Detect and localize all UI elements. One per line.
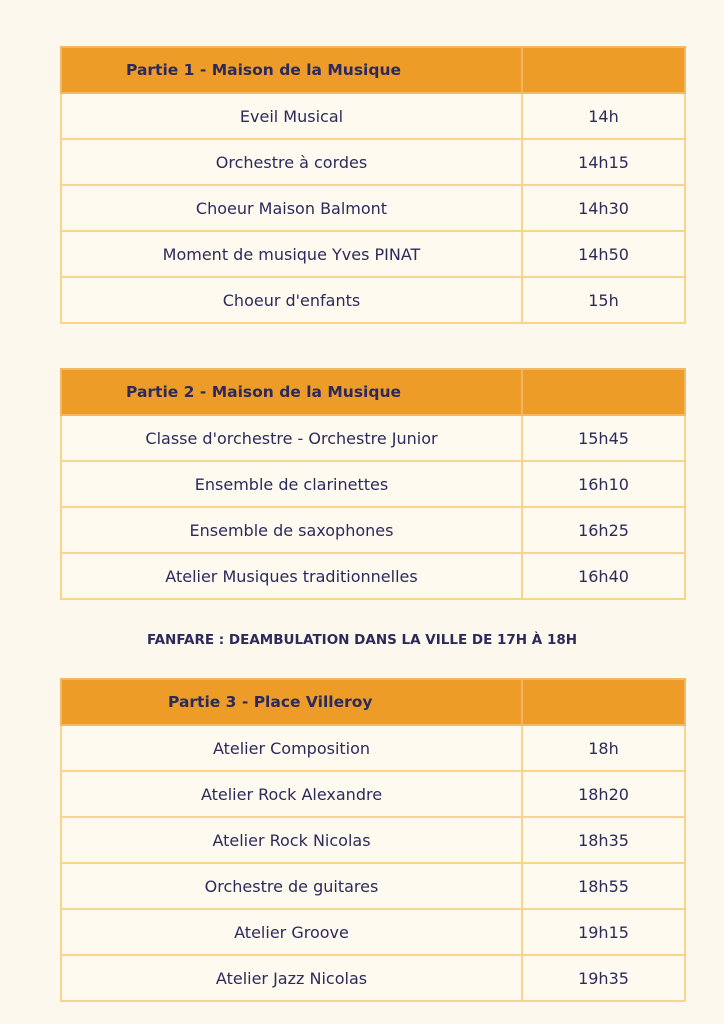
- performance-name: Ensemble de clarinettes: [61, 461, 522, 507]
- performance-name: Choeur d'enfants: [61, 277, 522, 323]
- performance-time: 18h: [522, 725, 685, 771]
- performance-time: 18h55: [522, 863, 685, 909]
- performance-time: 19h35: [522, 955, 685, 1001]
- performance-time: 18h35: [522, 817, 685, 863]
- table-row: [61, 817, 685, 863]
- table-row: [61, 277, 685, 323]
- performance-name: Atelier Jazz Nicolas: [61, 955, 522, 1001]
- performance-time: 14h15: [522, 139, 685, 185]
- performance-time: 14h: [522, 93, 685, 139]
- performance-name: Atelier Rock Alexandre: [61, 771, 522, 817]
- table-row: [61, 415, 685, 461]
- table-row: [61, 863, 685, 909]
- performance-name: Atelier Musiques traditionnelles: [61, 553, 522, 599]
- table-row: [61, 185, 685, 231]
- performance-name: Orchestre de guitares: [61, 863, 522, 909]
- header-empty-cell: [522, 47, 685, 93]
- performance-time: 16h25: [522, 507, 685, 553]
- performance-name: Ensemble de saxophones: [61, 507, 522, 553]
- performance-time: 16h10: [522, 461, 685, 507]
- performance-time: 15h: [522, 277, 685, 323]
- performance-time: 14h50: [522, 231, 685, 277]
- section-title: Partie 1 - Maison de la Musique: [61, 47, 522, 93]
- performance-time: 18h20: [522, 771, 685, 817]
- performance-name: Orchestre à cordes: [61, 139, 522, 185]
- table-row: [61, 553, 685, 599]
- table-row: [61, 461, 685, 507]
- schedule-table-part-1: [60, 46, 686, 324]
- table-row: [61, 771, 685, 817]
- table-header-row: [61, 369, 685, 415]
- performance-name: Atelier Groove: [61, 909, 522, 955]
- schedule-table-part-2: [60, 368, 686, 600]
- performance-time: 16h40: [522, 553, 685, 599]
- performance-time: 19h15: [522, 909, 685, 955]
- performance-name: Classe d'orchestre - Orchestre Junior: [61, 415, 522, 461]
- performance-time: 14h30: [522, 185, 685, 231]
- performance-name: Moment de musique Yves PINAT: [61, 231, 522, 277]
- table-row: [61, 93, 685, 139]
- performance-name: Atelier Composition: [61, 725, 522, 771]
- schedule-table-part-3: [60, 678, 686, 1002]
- table-header-row: [61, 679, 685, 725]
- table-header-row: [61, 47, 685, 93]
- fanfare-announcement: FANFARE : DEAMBULATION DANS LA VILLE DE 17H À 18H: [146, 632, 578, 648]
- section-title: Partie 3 - Place Villeroy: [61, 679, 522, 725]
- table-row: [61, 909, 685, 955]
- performance-name: Atelier Rock Nicolas: [61, 817, 522, 863]
- table-row: [61, 725, 685, 771]
- table-row: [61, 231, 685, 277]
- table-row: [61, 955, 685, 1001]
- performance-name: Eveil Musical: [61, 93, 522, 139]
- performance-name: Choeur Maison Balmont: [61, 185, 522, 231]
- header-empty-cell: [522, 369, 685, 415]
- section-title: Partie 2 - Maison de la Musique: [61, 369, 522, 415]
- table-row: [61, 139, 685, 185]
- header-empty-cell: [522, 679, 685, 725]
- performance-time: 15h45: [522, 415, 685, 461]
- table-row: [61, 507, 685, 553]
